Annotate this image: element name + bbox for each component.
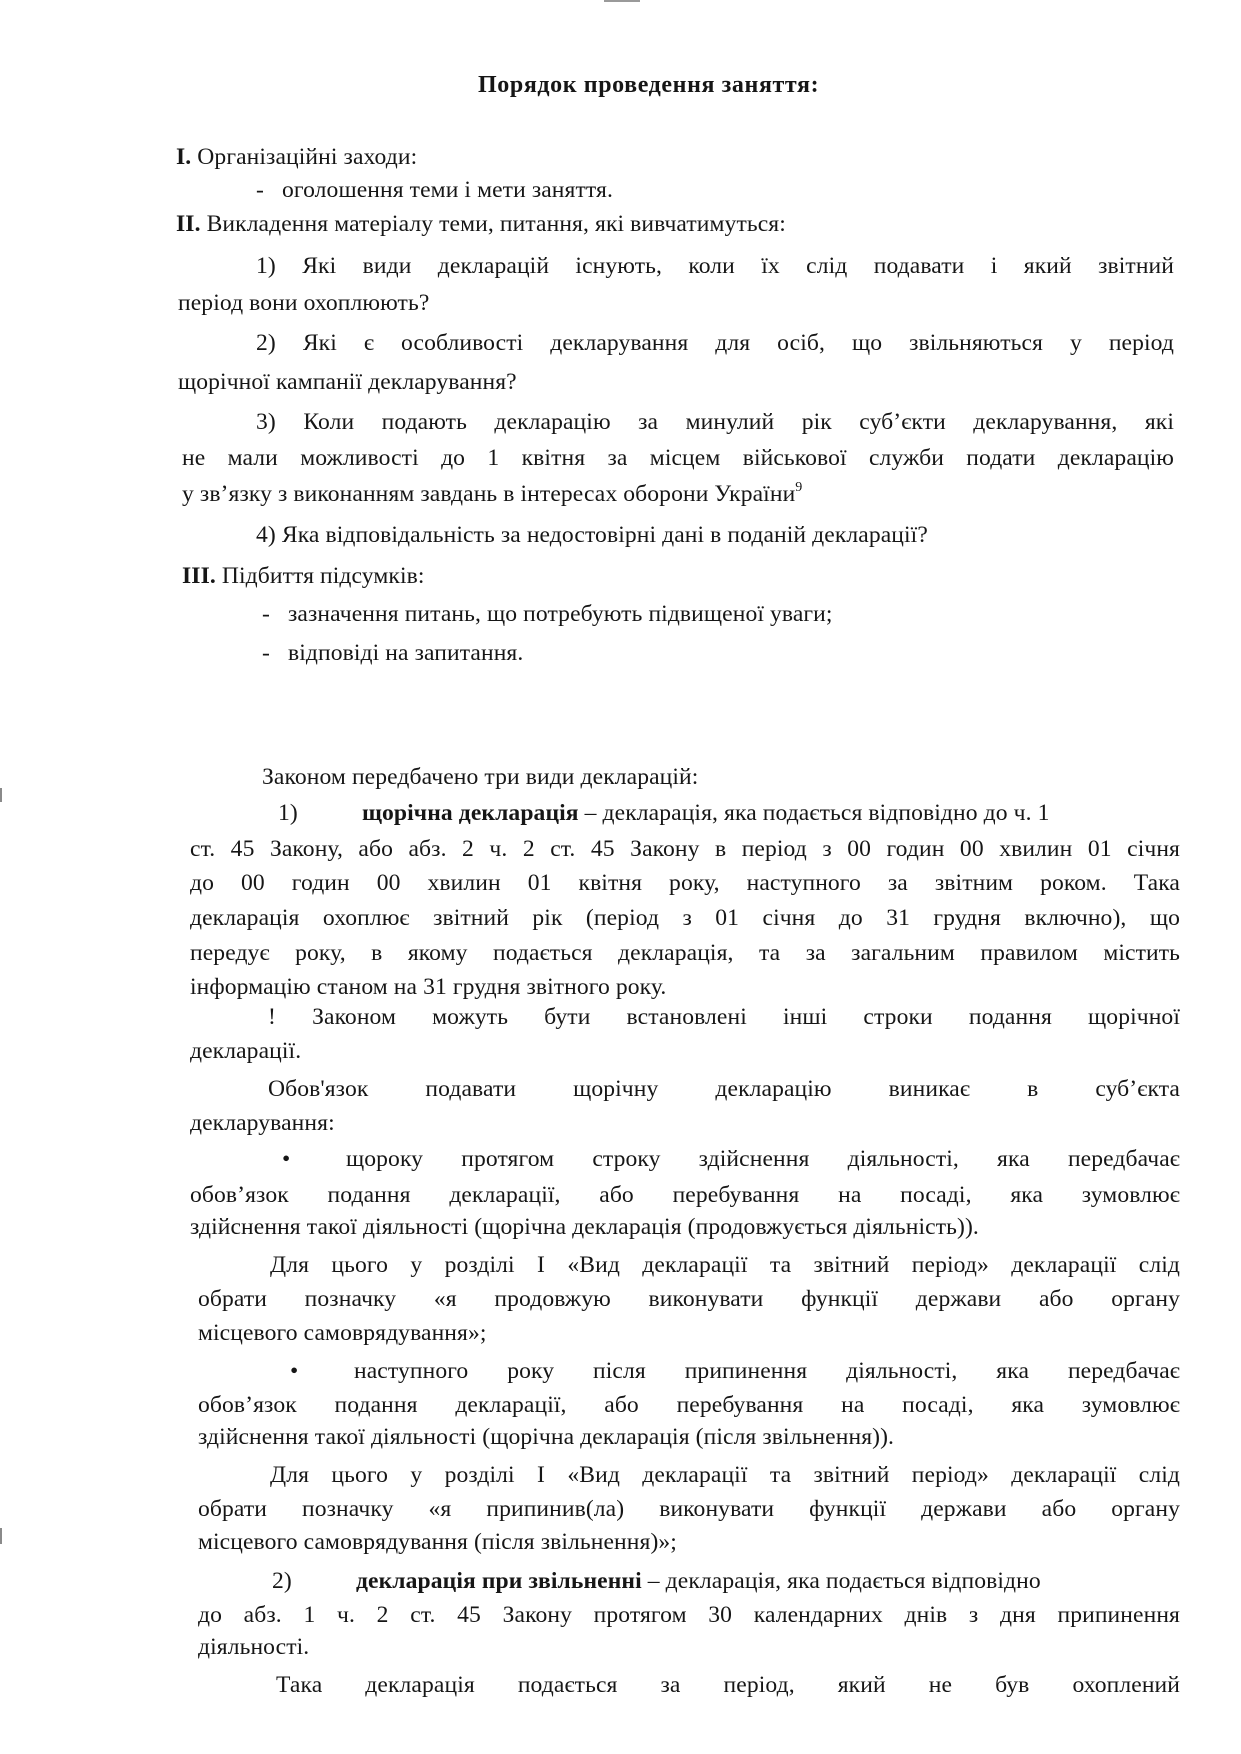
declaration-2-line-1 — [272, 1566, 1041, 1596]
paragraph-1-line-2: обрати позначку «я продовжую виконувати функції держави або органу — [198, 1286, 1180, 1312]
paragraph-1-line-3: місцевого самоврядування»; — [198, 1320, 487, 1346]
question-4: 4) Яка відповідальність за недостовірні дані в поданій декларації? — [256, 522, 928, 548]
paragraph-2-line-3: місцевого самоврядування (після звільнення)»; — [198, 1529, 677, 1555]
question-1-line-1: 1) Які види декларацій існують, коли їх слід подавати і який звітний — [256, 253, 1174, 279]
scan-top-mark — [604, 0, 640, 2]
section-3-heading — [182, 561, 425, 591]
footnote-marker: 9 — [795, 480, 803, 495]
question-3-line-1: 3) Коли подають декларацію за минулий рік суб’єкти декларування, які — [256, 409, 1174, 435]
declaration-2-line-2: до абз. 1 ч. 2 ст. 45 Закону протягом 30 календарних днів з дня припинення — [198, 1602, 1180, 1628]
declaration-1-definition: – декларація, яка подається відповідно до ч. 1 — [584, 800, 1050, 826]
dash-marker: - — [256, 177, 264, 203]
question-2-line-1: 2) Які є особливості декларування для осіб, що звільняються у період — [256, 330, 1174, 356]
declaration-1-line-6: інформацію станом на 31 грудня звітного року. — [190, 974, 667, 1000]
bullet-1-line-2: обов’язок подання декларації, або перебування на посаді, яка зумовлює — [190, 1182, 1180, 1208]
obligation-line-2: декларування: — [190, 1110, 335, 1136]
section-3-item-1-text: зазначення питань, що потребують підвищеної уваги; — [288, 601, 833, 627]
declaration-1-line-1 — [278, 798, 1050, 828]
question-3-line-2: не мали можливості до 1 квітня за місцем військової служби подати декларацію — [182, 445, 1174, 471]
bullet-1-line-1-text: щороку протягом строку здійснення діяльності, яка передбачає — [346, 1146, 1180, 1172]
declaration-2-line-3: діяльності. — [198, 1634, 310, 1660]
declaration-2-number: 2) — [272, 1568, 292, 1594]
obligation-line-1: Обов'язок подавати щорічну декларацію виникає в суб’єкта — [268, 1076, 1180, 1102]
paragraph-1-line-1: Для цього у розділі I «Вид декларації та звітний період» декларації слід — [270, 1252, 1180, 1278]
declaration-1-line-5: передує року, в якому подається декларація, та за загальним правилом містить — [190, 940, 1180, 966]
declaration-1-line-4: декларація охоплює звітний рік (період з 01 січня до 31 грудня включно), що — [190, 905, 1180, 931]
bullet-1-line-3: здійснення такої діяльності (щорічна декларація (продовжується діяльність)). — [190, 1214, 979, 1240]
section-2-title: Викладення матеріалу теми, питання, які вивчатимуться: — [206, 211, 786, 237]
declaration-1-line-3: до 00 годин 00 хвилин 01 квітня року, наступного за звітним роком. Така — [190, 870, 1180, 896]
section-1-item-text: оголошення теми і мети заняття. — [282, 177, 613, 203]
dash-marker: - — [262, 601, 270, 627]
section-3-item-2-text: відповіді на запитання. — [288, 640, 524, 666]
section-1-item — [256, 175, 613, 205]
section-1-title: Організаційні заходи: — [197, 144, 418, 170]
section-1-heading — [176, 142, 417, 172]
declaration-2-definition: – декларація, яка подається відповідно — [647, 1568, 1041, 1594]
bullet-2-line-1 — [290, 1356, 1180, 1386]
declaration-1-line-2: ст. 45 Закону, або абз. 2 ч. 2 ст. 45 Закону в період з 00 годин 00 хвилин 01 січня — [190, 836, 1180, 862]
bullet-2-line-2: обов’язок подання декларації, або перебування на посаді, яка зумовлює — [198, 1392, 1180, 1418]
question-2-line-2: щорічної кампанії декларування? — [178, 369, 517, 395]
dash-marker: - — [262, 640, 270, 666]
section-2-number: II. — [176, 211, 201, 237]
last-paragraph-line-1: Така декларація подається за період, який не був охоплений — [276, 1672, 1180, 1698]
bullet-1-line-1 — [282, 1144, 1180, 1174]
question-1-line-2: період вони охоплюють? — [178, 290, 430, 316]
note-line-2: декларації. — [190, 1038, 302, 1064]
bullet-2-line-3: здійснення такої діяльності (щорічна декларація (після звільнення)). — [198, 1424, 895, 1450]
section-1-number: I. — [176, 144, 192, 170]
paragraph-2-line-2: обрати позначку «я припинив(ла) виконувати функції держави або органу — [198, 1496, 1180, 1522]
declaration-2-term: декларація при звільненні — [356, 1568, 642, 1594]
note-line-1: ! Законом можуть бути встановлені інші строки подання щорічної — [268, 1004, 1180, 1030]
declaration-1-number: 1) — [278, 800, 298, 826]
bullet-marker: • — [290, 1358, 299, 1384]
scan-edge-mark — [0, 1528, 2, 1544]
section-3-title: Підбиття підсумків: — [221, 563, 425, 589]
question-3-line-3-text: у зв’язку з виконанням завдань в інтересах оборони України — [182, 481, 796, 507]
question-3-line-3 — [182, 479, 802, 509]
section-3-item-1 — [262, 599, 833, 629]
section-2-heading — [176, 209, 786, 239]
page-title: Порядок проведення заняття: — [478, 72, 820, 98]
declaration-1-term: щорічна декларація — [362, 800, 579, 826]
intro-paragraph: Законом передбачено три види декларацій: — [262, 764, 699, 790]
section-3-item-2 — [262, 638, 523, 668]
paragraph-2-line-1: Для цього у розділі I «Вид декларації та звітний період» декларації слід — [270, 1462, 1180, 1488]
bullet-marker: • — [282, 1146, 291, 1172]
section-3-number: III. — [182, 563, 216, 589]
bullet-2-line-1-text: наступного року після припинення діяльності, яка передбачає — [354, 1358, 1180, 1384]
scan-edge-mark — [0, 788, 2, 802]
